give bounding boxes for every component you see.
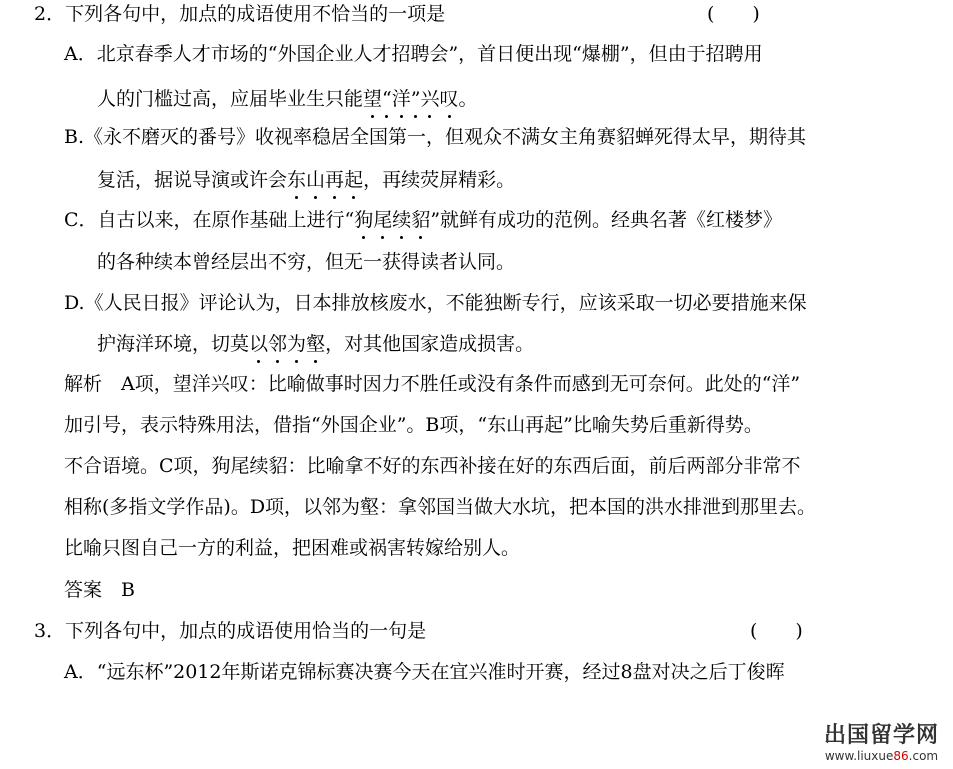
- option-text: 北京春季人才市场的“外国企业人才招聘会”，首日便出现“爆棚”，但由于招聘用: [96, 43, 763, 65]
- watermark-title: 出国留学网: [823, 723, 939, 748]
- text-segment: ，对其他国家造成损害。: [325, 333, 535, 355]
- question-number: 3．: [34, 620, 66, 642]
- answer-bracket: ( ): [750, 620, 803, 642]
- text-segment: 人的门槛过高，应届毕业生只能: [97, 88, 364, 110]
- dotted-char: 邻: [268, 333, 288, 355]
- text-segment: 复活，据说导演或许会: [97, 169, 288, 191]
- question-text: 下列各句中，加点的成语使用恰当的一句是: [65, 620, 427, 642]
- option-d-line-1: [64, 291, 807, 315]
- dotted-char: 再: [325, 169, 345, 191]
- option-c-line-1: [64, 208, 782, 232]
- option-text: 《永不磨灭的番号》收视率稳居全国第一，但观众不满女主角赛貂蝉死得太早，期待其: [84, 126, 807, 148]
- dotted-char: “: [382, 88, 392, 110]
- text-segment: 。: [458, 88, 478, 110]
- dotted-char: 起: [344, 169, 364, 191]
- option-c-line-2: 的各种续本曾经层出不穷，但无一获得读者认同。: [97, 251, 516, 273]
- watermark-url: [824, 749, 939, 763]
- analysis-line-1: 解析 A项，望洋兴叹：比喻做事时因力不胜任或没有条件而感到无可奈何。此处的“洋”: [64, 373, 801, 395]
- question-3-stem: [34, 619, 426, 643]
- dotted-char: ”: [410, 88, 421, 110]
- option-a-line-1: [64, 660, 785, 684]
- option-label: C．: [64, 209, 98, 231]
- option-a-line-2: [97, 87, 478, 111]
- option-label: A．: [64, 43, 97, 65]
- text-segment: ，再续荧屏精彩。: [363, 169, 516, 191]
- answer-bracket: ( ): [707, 3, 760, 25]
- dotted-char: 望: [363, 88, 383, 110]
- text-segment: ”就鲜有成功的范例。经典名著《红楼梦》: [430, 209, 783, 231]
- option-text: “远东杯”2012年斯诺克锦标赛决赛今天在宜兴准时开赛，经过8盘对决之后丁俊晖: [96, 661, 785, 683]
- option-b-line-2: [97, 168, 515, 192]
- dotted-char: 尾: [373, 209, 393, 231]
- dotted-char: 貂: [411, 209, 431, 231]
- text-segment: 自古以来，在原作基础上进行“: [97, 209, 355, 231]
- dotted-char: 壑: [306, 333, 326, 355]
- option-label: B.: [64, 126, 85, 148]
- dotted-char: 洋: [391, 88, 411, 110]
- analysis-line-3: 不合语境。C项，狗尾续貂：比喻拿不好的东西补接在好的东西后面，前后两部分非常不: [64, 455, 801, 477]
- question-number: 2．: [34, 3, 66, 25]
- option-b-line-1: [64, 125, 806, 149]
- analysis-line-4: 相称(多指文学作品)。D项，以邻为壑：拿邻国当做大水坑，把本国的洪水排泄到那里去。: [64, 496, 817, 518]
- dotted-char: 东: [287, 169, 307, 191]
- analysis-line-2: 加引号，表示特殊用法，借指“外国企业”。B项，“东山再起”比喻失势后重新得势。: [64, 414, 763, 436]
- dotted-char: 兴: [420, 88, 440, 110]
- url-part: www.liuxue: [824, 749, 894, 763]
- question-text: 下列各句中，加点的成语使用不恰当的一项是: [65, 3, 446, 25]
- analysis-line-5: 比喻只图自己一方的利益，把困难或祸害转嫁给别人。: [64, 537, 521, 559]
- dotted-char: 为: [287, 333, 307, 355]
- answer-line: 答案 B: [64, 579, 135, 601]
- option-label: D.: [64, 292, 85, 314]
- dotted-char: 山: [306, 169, 326, 191]
- question-2-stem: [34, 2, 445, 26]
- dotted-char: 狗: [354, 209, 374, 231]
- url-part: .com: [908, 749, 939, 763]
- site-watermark: [824, 723, 939, 763]
- text-segment: 护海洋环境，切莫: [97, 333, 250, 355]
- option-label: A．: [64, 661, 97, 683]
- dotted-char: 以: [249, 333, 269, 355]
- option-text: 《人民日报》评论认为，日本排放核废水，不能独断专行，应该采取一切必要措施来保: [84, 292, 807, 314]
- dotted-char: 续: [392, 209, 412, 231]
- url-part-highlight: 86: [893, 749, 909, 763]
- option-a-line-1: [64, 42, 763, 66]
- dotted-char: 叹: [439, 88, 459, 110]
- option-d-line-2: [97, 332, 534, 356]
